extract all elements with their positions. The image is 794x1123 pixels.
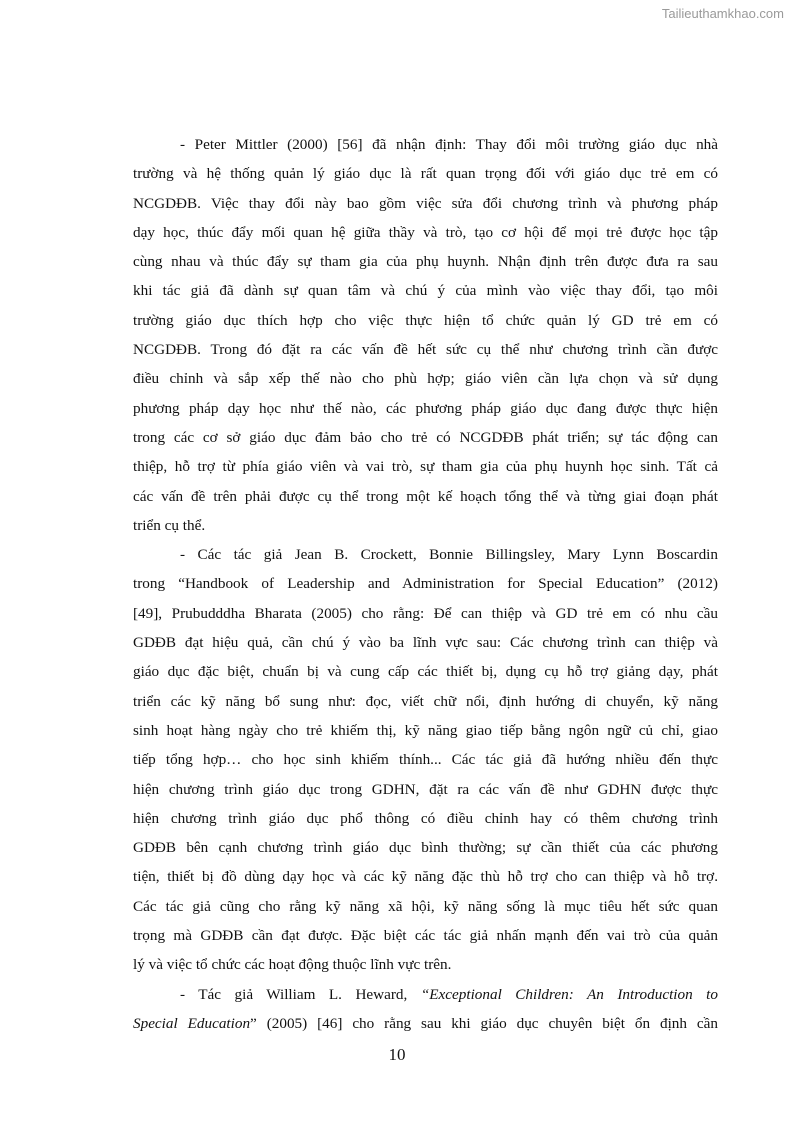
text-line: cùng nhau và thúc đẩy sự tham gia của phụ huynh. Nhận định trên được đưa ra sau xyxy=(133,253,718,271)
text-line: thiệp, hỗ trợ từ phía giáo viên và vai trò, sự tham gia của phụ huynh học sinh. Tất cả xyxy=(133,458,718,476)
text-line: Các tác giả cũng cho rằng kỹ năng xã hội, kỹ năng sống là mục tiêu hết sức quan xyxy=(133,897,718,915)
text-line: khi tác giả đã dành sự quan tâm và chú ý của mình vào việc thay đổi, tạo môi xyxy=(133,282,718,300)
paragraph-3 xyxy=(133,980,718,1039)
text-line: sinh hoạt hàng ngày cho trẻ khiếm thị, kỹ năng giao tiếp bằng ngôn ngữ củ chỉ, giao xyxy=(133,721,718,739)
text-line: NCGDĐB. Việc thay đổi này bao gồm việc sửa đổi chương trình và phương pháp xyxy=(133,194,718,212)
text-line: lý và việc tổ chức các hoạt động thuộc lĩnh vực trên. xyxy=(133,956,452,974)
text-line: - Peter Mittler (2000) [56] đã nhận định: Thay đổi môi trường giáo dục nhà xyxy=(180,136,718,153)
text-line: các vấn đề trên phải được cụ thể trong một kế hoạch tổng thể và từng giai đoạn phát xyxy=(133,487,718,505)
text-line: trong các cơ sở giáo dục đảm bảo cho trẻ có NCGDĐB phát triển; sự tác động can xyxy=(133,428,718,446)
text-line: trọng mà GDĐB cần đạt được. Đặc biệt các tác giả nhấn mạnh đến vai trò của quản xyxy=(133,927,718,945)
text-line: tiếp tổng hợp… cho học sinh khiếm thính... Các tác giả đã hướng nhiều đến thực xyxy=(133,751,718,769)
watermark: Tailieuthamkhao.com xyxy=(661,6,784,21)
text-line: [49], Prubudddha Bharata (2005) cho rằng: Để can thiệp và GD trẻ em có nhu cầu xyxy=(133,604,718,622)
text-line: triển các kỹ năng bổ sung như: đọc, viết chữ nổi, định hướng di chuyển, kỹ năng xyxy=(133,692,718,710)
paragraph-1 xyxy=(133,130,718,540)
text-line: - Các tác giả Jean B. Crockett, Bonnie Billingsley, Mary Lynn Boscardin xyxy=(180,546,718,564)
text-line: tiện, thiết bị đồ dùng dạy học và các kỹ năng đặc thù hỗ trợ cho can thiệp và hỗ trợ. xyxy=(133,868,718,886)
text-line: trường giáo dục thích hợp cho việc thực hiện tổ chức quản lý GD trẻ em có xyxy=(133,311,718,329)
text-line: GDĐB bên cạnh chương trình giáo dục bình thường; sự cần thiết của các phương xyxy=(133,839,718,857)
text-line: triển cụ thể. xyxy=(133,516,206,534)
text-line: điều chỉnh và sắp xếp thế nào cho phù hợp; giáo viên cần lựa chọn và sử dụng xyxy=(133,370,718,388)
text-line: trong “Handbook of Leadership and Administration for Special Education” (2012) xyxy=(133,575,718,593)
page-body xyxy=(133,130,718,1038)
paragraph-2 xyxy=(133,540,718,979)
book-title: Special Education xyxy=(133,1014,251,1032)
text-line: NCGDĐB. Trong đó đặt ra các vấn đề hết sức cụ thể như chương trình cần được xyxy=(133,341,718,359)
text-line: - Tác giả William L. Heward, “Exceptional Children: An Introduction to xyxy=(180,985,718,1003)
page-number: 10 xyxy=(388,1045,406,1064)
text-line: GDĐB đạt hiệu quả, cần chú ý vào ba lĩnh vực sau: Các chương trình can thiệp và xyxy=(133,634,718,652)
text-line: phương pháp dạy học như thế nào, các phương pháp giáo dục đang được thực hiện xyxy=(133,399,718,417)
text-line: giáo dục đặc biệt, chuẩn bị và cung cấp các thiết bị, dụng cụ hỗ trợ giảng dạy, phát xyxy=(133,663,718,681)
text-line: dạy học, thúc đẩy mối quan hệ giữa thầy và trò, tạo cơ hội để mọi trẻ được học tập xyxy=(133,223,718,241)
text-line: trường và hệ thống quản lý giáo dục là rất quan trọng đối với giáo dục trẻ em có xyxy=(133,165,718,183)
book-title: “Exceptional Children: An Introduction to xyxy=(420,985,718,1003)
text-line: Special Education” (2005) [46] cho rằng sau khi giáo dục chuyên biệt ổn định cần xyxy=(133,1014,718,1032)
text-line: hiện chương trình giáo dục phổ thông có điều chỉnh hay có thêm chương trình xyxy=(133,809,718,827)
text-line: hiện chương trình giáo dục trong GDHN, đặt ra các vấn đề như GDHN được thực xyxy=(133,780,718,798)
